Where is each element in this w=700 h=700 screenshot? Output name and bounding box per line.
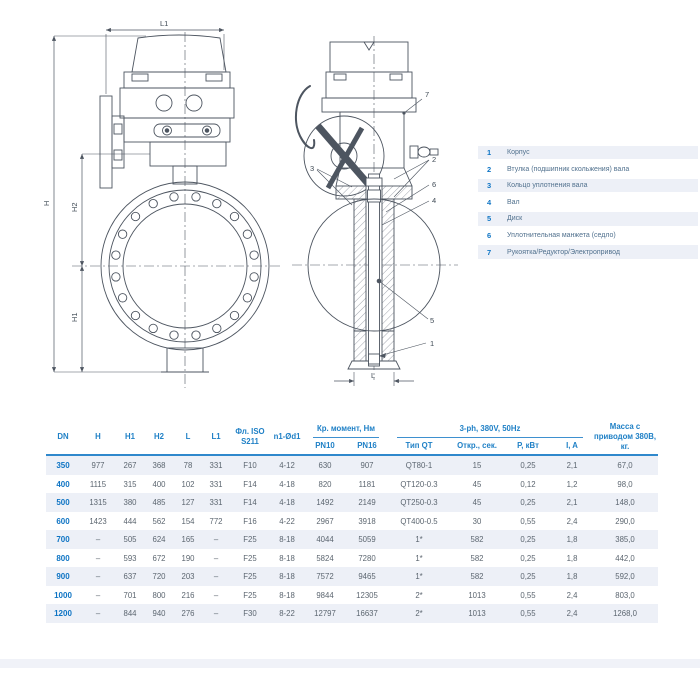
table-cell: F14 [243, 479, 257, 489]
table-cell: 9465 [358, 572, 376, 582]
table-cell: 4-18 [279, 498, 295, 508]
table-cell: 505 [123, 535, 137, 545]
legend-item-label: Вал [507, 198, 520, 206]
col-header-flange-iso: Фл. ISO S211 [230, 420, 270, 455]
legend-item-number: 7 [487, 247, 492, 257]
table-cell: 0,25 [520, 461, 536, 471]
col-header-pn10: PN10 [304, 438, 346, 455]
table-cell: 385,0 [615, 535, 635, 545]
table-cell: 331 [209, 461, 223, 471]
legend-item-label: Рукоятка/Редуктор/Электропривод [507, 248, 620, 256]
legend-item [478, 229, 698, 242]
legend-item-label: Кольцо уплотнения вала [507, 182, 588, 190]
table-cell: 7280 [358, 553, 376, 563]
table-cell: 290,0 [615, 516, 635, 526]
dn-cell: 1200 [54, 609, 72, 619]
table-cell: 12305 [356, 590, 378, 600]
table-cell: 2,4 [566, 609, 578, 619]
dim-label-l: L [371, 371, 376, 380]
legend-item [478, 146, 698, 159]
callout-6: 6 [432, 180, 437, 189]
legend-item-label: Уплотнительная манжета (седло) [507, 231, 616, 239]
table-cell: 8-18 [279, 553, 295, 563]
col-header-p-kw: P, кВт [504, 438, 552, 455]
table-cell: 672 [152, 553, 166, 563]
table-cell: 800 [152, 590, 166, 600]
table-cell: 0,55 [520, 609, 536, 619]
dim-label-h2: H2 [70, 202, 79, 212]
lock-lever [296, 86, 314, 148]
actuator-port [156, 95, 172, 111]
table-cell: F25 [243, 590, 257, 600]
table-cell: F25 [243, 553, 257, 563]
table-row [46, 530, 658, 549]
table-cell: 102 [181, 479, 195, 489]
dim-label-l1: L1 [160, 19, 169, 28]
table-cell: 844 [123, 609, 137, 619]
table-cell: 0,55 [520, 516, 536, 526]
callout-3: 3 [310, 164, 315, 173]
col-header-h1: H1 [116, 420, 144, 455]
table-cell: 78 [183, 461, 193, 471]
table-cell: 2* [415, 590, 423, 600]
table-cell: 444 [123, 516, 137, 526]
table-cell: – [95, 590, 101, 600]
table-cell: 940 [152, 609, 166, 619]
table-cell: 30 [472, 516, 482, 526]
table-cell: 1423 [89, 516, 107, 526]
table-cell: 8-22 [279, 609, 295, 619]
table-cell: F25 [243, 535, 257, 545]
legend-item-number: 4 [487, 197, 492, 207]
table-row [46, 586, 658, 605]
table-cell: 0,25 [520, 535, 536, 545]
callout-5: 5 [430, 316, 435, 325]
table-cell: 380 [123, 498, 137, 508]
shaft-housing-left [354, 199, 366, 331]
table-cell: 2* [415, 609, 423, 619]
col-header-l1: L1 [202, 420, 230, 455]
actuator-motor-cover [132, 35, 226, 72]
table-cell: 12797 [314, 609, 336, 619]
table-cell: 3918 [358, 516, 376, 526]
dn-cell: 700 [56, 535, 70, 545]
table-cell: 9844 [316, 590, 334, 600]
table-cell: 701 [123, 590, 137, 600]
dim-label-h: H [42, 200, 51, 206]
table-cell: – [213, 590, 219, 600]
table-cell: 267 [123, 461, 137, 471]
legend-item-number: 3 [487, 181, 492, 191]
table-cell: 1492 [316, 498, 334, 508]
col-group-power [388, 420, 592, 438]
table-cell: 1013 [468, 609, 486, 619]
table-cell: 4-12 [279, 461, 295, 471]
table-cell: 331 [209, 498, 223, 508]
legend-item-label: Диск [507, 215, 523, 223]
dn-cell: 500 [56, 498, 70, 508]
table-cell: 2149 [358, 498, 376, 508]
table-cell: QT400-0.5 [400, 516, 438, 526]
table-cell: F14 [243, 498, 257, 508]
dn-cell: 400 [56, 479, 70, 489]
dim-label-h1: H1 [70, 312, 79, 322]
col-group-torque [304, 420, 388, 438]
table-cell: QT250-0.3 [400, 498, 438, 508]
table-cell: F16 [243, 516, 257, 526]
legend-item [478, 179, 698, 192]
actuator-body-side [326, 72, 412, 98]
table-cell: – [95, 553, 101, 563]
table-cell: 315 [123, 479, 137, 489]
callout-1: 1 [430, 339, 435, 348]
table-cell: 67,0 [617, 461, 633, 471]
actuator-motor-cover-side [330, 42, 408, 72]
table-cell: 5824 [316, 553, 334, 563]
table-row [46, 604, 658, 623]
table-cell: 630 [318, 461, 332, 471]
table-cell: 1181 [358, 479, 376, 489]
callout-2: 2 [432, 155, 437, 164]
callout-4: 4 [432, 196, 437, 205]
dn-cell: 900 [56, 572, 70, 582]
torque-group-label: Кр. момент, Нм [313, 424, 379, 438]
table-cell: 977 [91, 461, 105, 471]
table-cell: 4044 [316, 535, 334, 545]
shaft-housing-right [382, 199, 394, 331]
legend-item [478, 196, 698, 209]
table-cell: 1268,0 [613, 609, 637, 619]
table-cell: 15 [472, 461, 482, 471]
table-cell: 203 [181, 572, 195, 582]
table-cell: 1* [415, 572, 423, 582]
side-view-drawing [282, 28, 468, 392]
table-cell: 2,1 [566, 461, 578, 471]
table-cell: 562 [152, 516, 166, 526]
table-cell: 1* [415, 553, 423, 563]
table-cell: 772 [209, 516, 223, 526]
table-header-row-1 [46, 420, 658, 438]
table-cell: 2967 [316, 516, 334, 526]
table-cell: 8-18 [279, 535, 295, 545]
table-row [46, 512, 658, 531]
legend-item-number: 5 [487, 214, 492, 224]
table-cell: 2,1 [566, 498, 578, 508]
table-cell: F25 [243, 572, 257, 582]
mounting-bracket [150, 142, 226, 166]
table-cell: 0,25 [520, 572, 536, 582]
col-header-i-a: I, A [552, 438, 592, 455]
table-cell: 593 [123, 553, 137, 563]
legend [478, 146, 698, 262]
table-cell: F30 [243, 609, 257, 619]
table-cell: – [213, 572, 219, 582]
table-row [46, 455, 658, 475]
table-cell: 368 [152, 461, 166, 471]
table-cell: 0,25 [520, 553, 536, 563]
table-cell: 720 [152, 572, 166, 582]
footer-band [0, 659, 700, 668]
legend-item-number: 2 [487, 164, 492, 174]
table-cell: 442,0 [615, 553, 635, 563]
col-header-open-sec: Откр., сек. [450, 438, 504, 455]
table-cell: 8-18 [279, 572, 295, 582]
table-cell: – [213, 535, 219, 545]
specification-table [46, 420, 658, 623]
table-cell: 4-22 [279, 516, 295, 526]
table-cell: 4-18 [279, 479, 295, 489]
table-cell: 803,0 [615, 590, 635, 600]
table-cell: 1,8 [566, 572, 578, 582]
legend-item-number: 1 [487, 148, 492, 158]
table-cell: 582 [470, 572, 484, 582]
shaft-bushing [368, 190, 381, 202]
table-cell: 0,12 [520, 479, 536, 489]
table-cell: 1013 [468, 590, 486, 600]
col-header-l: L [174, 420, 202, 455]
table-cell: 820 [318, 479, 332, 489]
table-cell: 7572 [316, 572, 334, 582]
table-cell: 45 [472, 498, 482, 508]
table-cell: 2,4 [566, 590, 578, 600]
table-cell: 16637 [356, 609, 378, 619]
table-cell: 0,25 [520, 498, 536, 508]
table-cell: 216 [181, 590, 195, 600]
actuator-body [120, 88, 234, 118]
dn-cell: 800 [56, 553, 70, 563]
table-cell: 592,0 [615, 572, 635, 582]
power-group-label: 3-ph, 380V, 50Hz [397, 424, 583, 438]
table-cell: 98,0 [617, 479, 633, 489]
table-cell: 154 [181, 516, 195, 526]
dn-cell: 600 [56, 516, 70, 526]
callout-7: 7 [425, 90, 430, 99]
legend-item [478, 245, 698, 258]
table-cell: 1315 [89, 498, 107, 508]
table-cell: 1,8 [566, 535, 578, 545]
table-row [46, 493, 658, 512]
table-cell: 1,2 [566, 479, 578, 489]
dn-cell: 350 [56, 461, 70, 471]
table-cell: 190 [181, 553, 195, 563]
table-cell: 165 [181, 535, 195, 545]
table-cell: 400 [152, 479, 166, 489]
table-cell: 0,55 [520, 590, 536, 600]
table-cell: 624 [152, 535, 166, 545]
dn-cell: 1000 [54, 590, 72, 600]
table-cell: 1115 [89, 479, 107, 489]
table-cell: QT80-1 [405, 461, 433, 471]
table-cell: 8-18 [279, 590, 295, 600]
table-cell: 485 [152, 498, 166, 508]
handwheel-edge [100, 96, 112, 188]
table-cell: 1* [415, 535, 423, 545]
table-cell: 5059 [358, 535, 376, 545]
table-cell: 907 [360, 461, 374, 471]
table-cell: F10 [243, 461, 257, 471]
table-row [46, 567, 658, 586]
table-cell: – [213, 553, 219, 563]
table-cell: 1,8 [566, 553, 578, 563]
col-header-h: H [80, 420, 116, 455]
table-cell: 637 [123, 572, 137, 582]
col-header-type-qt: Тип QT [388, 438, 450, 455]
table-cell: 331 [209, 479, 223, 489]
table-cell: – [95, 609, 101, 619]
table-cell: QT120-0.3 [400, 479, 438, 489]
table-cell: 127 [181, 498, 195, 508]
table-body [46, 455, 658, 623]
front-view-drawing [28, 8, 280, 394]
col-header-dn: DN [46, 420, 80, 455]
legend-item [478, 212, 698, 225]
legend-item-label: Корпус [507, 149, 530, 157]
shaft [369, 174, 380, 366]
table-cell: 582 [470, 553, 484, 563]
table-cell: 276 [181, 609, 195, 619]
col-header-mass: Масса с приводом 380В, кг. [592, 420, 658, 455]
table-cell: – [95, 535, 101, 545]
shaft-seal-ring [366, 178, 382, 186]
col-header-h2: H2 [144, 420, 174, 455]
legend-item-label: Втулка (подшипник скольжения) вала [507, 165, 630, 173]
table-cell: – [213, 609, 219, 619]
actuator-port [186, 95, 202, 111]
table-cell: 2,4 [566, 516, 578, 526]
table-cell: 582 [470, 535, 484, 545]
legend-item [478, 163, 698, 176]
table-cell: 148,0 [615, 498, 635, 508]
table-cell: – [95, 572, 101, 582]
table-row [46, 475, 658, 494]
col-header-pn16: PN16 [346, 438, 388, 455]
table-row [46, 549, 658, 568]
col-header-n1: n1-Ød1 [270, 420, 304, 455]
table-cell: 45 [472, 479, 482, 489]
legend-item-number: 6 [487, 230, 492, 240]
